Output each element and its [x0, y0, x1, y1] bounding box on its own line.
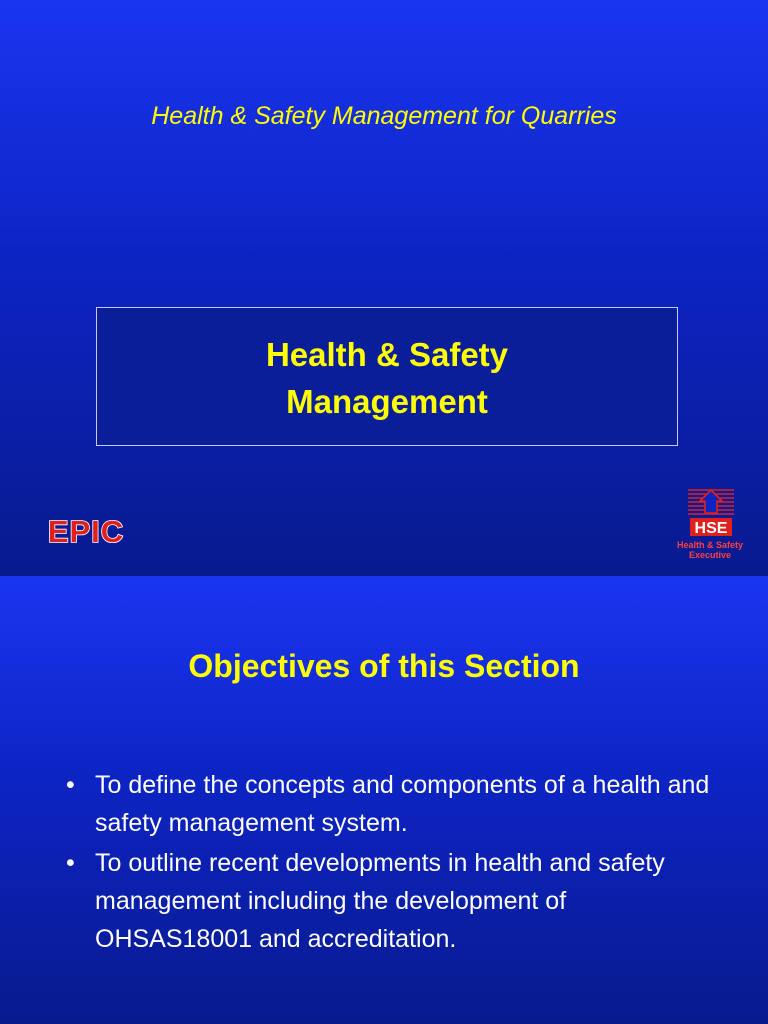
- section-title: Objectives of this Section: [188, 648, 580, 684]
- hse-logo: [664, 486, 756, 564]
- title-line-1: Health & Safety: [265, 336, 509, 373]
- hse-caption-line-2: Executive: [688, 550, 732, 560]
- hse-emblem-icon: [664, 486, 756, 540]
- bullet-icon: •: [66, 771, 75, 799]
- epic-logo-text: EPIC: [47, 514, 125, 548]
- list-item: [64, 844, 714, 958]
- bullet-icon: •: [66, 849, 75, 877]
- slide-2: [0, 576, 768, 1024]
- bullet-text: To outline recent developments in health and safety management including the development of OHSAS18001 and accreditation.: [95, 849, 665, 953]
- hse-logo-text: HSE: [694, 520, 728, 537]
- title-line-2: Management: [286, 383, 488, 420]
- title-box: [96, 307, 678, 446]
- slide-subtitle: Health & Safety Management for Quarries: [151, 102, 617, 130]
- hse-caption-line-1: Health & Safety: [676, 540, 744, 550]
- objectives-list: [64, 766, 714, 960]
- bullet-text: To define the concepts and components of a health and safety management system.: [95, 771, 710, 837]
- epic-logo: [30, 514, 142, 548]
- list-item: [64, 766, 714, 842]
